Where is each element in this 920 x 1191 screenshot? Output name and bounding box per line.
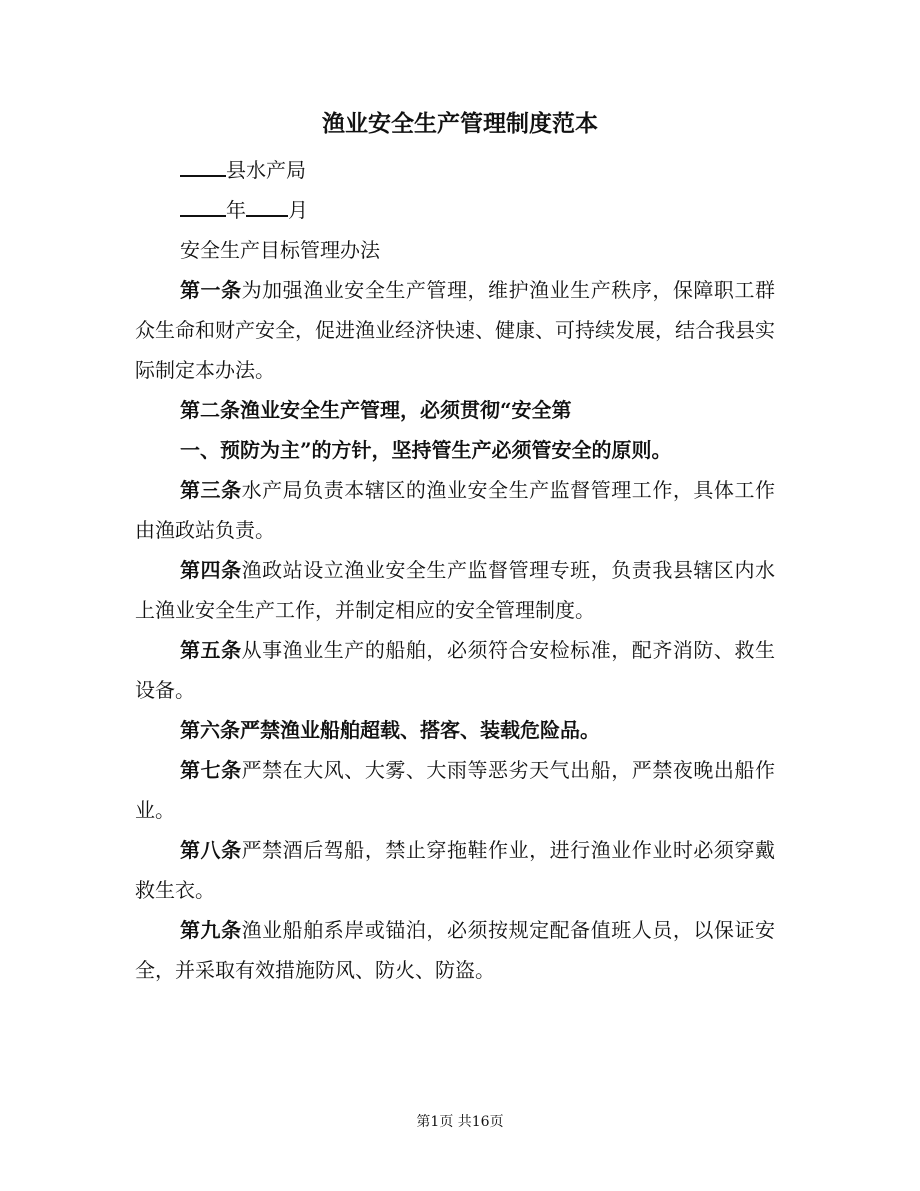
article-text: 渔业船舶系岸或锚泊，必须按规定配备值班人员，以保证安全，并采取有效措施防风、防火、防盗。 — [135, 918, 776, 982]
month-label: 月 — [288, 198, 308, 222]
article-label: 第六条严禁渔业船舶超载、搭客、装载危险品。 — [180, 718, 600, 742]
article-label: 第八条 — [180, 838, 242, 862]
article-text: 从事渔业生产的船舶，必须符合安检标准，配齐消防、救生设备。 — [135, 638, 776, 702]
article-label: 第二条渔业安全生产管理，必须贯彻“安全第 — [180, 398, 572, 422]
section-title: 安全生产目标管理办法 — [180, 238, 380, 262]
article-label: 第三条 — [180, 478, 242, 502]
article-7 — [135, 750, 775, 830]
article-text: 严禁在大风、大雾、大雨等恶劣天气出船，严禁夜晚出船作业。 — [135, 758, 776, 822]
article-label: 第九条 — [180, 918, 242, 942]
date-line — [135, 190, 775, 230]
year-label: 年 — [226, 198, 246, 222]
document-body — [135, 150, 775, 990]
article-4 — [135, 550, 775, 630]
article-3 — [135, 470, 775, 550]
article-5 — [135, 630, 775, 710]
article-2 — [135, 390, 775, 430]
year-blank — [180, 197, 226, 217]
article-label: 第四条 — [180, 558, 242, 582]
bureau-blank — [180, 157, 226, 177]
bureau-suffix: 县水产局 — [226, 158, 306, 182]
article-label: 一、预防为主”的方针，坚持管生产必须管安全的原则。 — [180, 438, 672, 462]
article-text: 为加强渔业安全生产管理，维护渔业生产秩序，保障职工群众生命和财产安全，促进渔业经济快速、健康、可持续发展，结合我县实际制定本办法。 — [135, 278, 776, 382]
article-label: 第一条 — [180, 278, 242, 302]
article-label: 第五条 — [180, 638, 242, 662]
article-6 — [135, 710, 775, 750]
article-2-continued — [135, 430, 775, 470]
bureau-line — [135, 150, 775, 190]
article-text: 严禁酒后驾船，禁止穿拖鞋作业，进行渔业作业时必须穿戴救生衣。 — [135, 838, 776, 902]
article-9 — [135, 910, 775, 990]
page-footer: 第1页 共16页 — [416, 1114, 504, 1130]
month-blank — [246, 197, 288, 217]
article-text: 渔政站设立渔业安全生产监督管理专班，负责我县辖区内水上渔业安全生产工作，并制定相应的安全管理制度。 — [135, 558, 776, 622]
document-title: 渔业安全生产管理制度范本 — [322, 110, 598, 137]
article-label: 第七条 — [180, 758, 242, 782]
article-1 — [135, 270, 775, 390]
article-text: 水产局负责本辖区的渔业安全生产监督管理工作，具体工作由渔政站负责。 — [135, 478, 776, 542]
article-8 — [135, 830, 775, 910]
